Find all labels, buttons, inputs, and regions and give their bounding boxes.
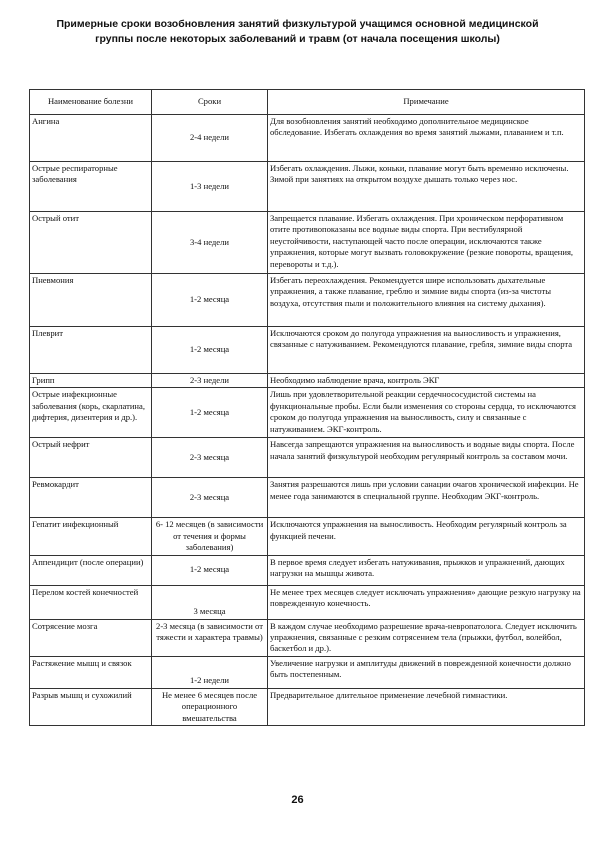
disease-cell: Острый отит: [30, 212, 152, 274]
term-cell: 2-3 месяца: [152, 438, 268, 478]
term-cell: 1-2 месяца: [152, 555, 268, 585]
term-cell: 2-4 недели: [152, 115, 268, 162]
note-cell: В каждом случае необходимо разрешение врача-невропатолога. Следует исключить упражнения, связанные с резким сотрясением тела (прыжки, футбол, волейбол, баскетбол и др.).: [268, 619, 585, 656]
disease-cell: Пневмония: [30, 274, 152, 327]
page-title-line-2: группы после некоторых заболеваний и травм (от начала посещения школы): [95, 32, 500, 45]
term-cell: 6- 12 месяцев (в зависимости от течения и формы заболевания): [152, 518, 268, 555]
term-cell: 1-2 месяца: [152, 327, 268, 374]
note-cell: Лишь при удовлетворительной реакции сердечнососудистой системы на функциональные пробы. Если были изменения со стороны сердца, то исключаются сроком до полугода упражнения на выносливость, силу и связанные с натуживанием. ЭКГ-контроль.: [268, 388, 585, 438]
term-cell: 1-2 недели: [152, 656, 268, 688]
term-cell: 2-3 месяца (в зависимости от тяжести и характера травмы): [152, 619, 268, 656]
note-cell: Исключаются упражнения на выносливость. Необходим регулярный контроль за функцией печени.: [268, 518, 585, 555]
disease-cell: Гепатит инфекционный: [30, 518, 152, 555]
disease-cell: Грипп: [30, 374, 152, 388]
disease-cell: Острые инфекционные заболевания (корь, скарлатина, дифтерия, дизентерия и др.).: [30, 388, 152, 438]
table-row: [30, 438, 585, 478]
table-row: [30, 585, 585, 619]
disease-cell: Разрыв мышц и сухожилий: [30, 688, 152, 725]
term-cell: Не менее 6 месяцев после операционного вмешательства: [152, 688, 268, 725]
disease-cell: Острый нефрит: [30, 438, 152, 478]
table-row: [30, 518, 585, 555]
disease-cell: Плеврит: [30, 327, 152, 374]
table-row: [30, 374, 585, 388]
table-row: [30, 388, 585, 438]
table-row: [30, 555, 585, 585]
table-row: [30, 619, 585, 656]
table-row: [30, 656, 585, 688]
term-cell: 3 месяца: [152, 585, 268, 619]
header-disease: Наименование болезни: [30, 90, 152, 115]
page-title-line-1: Примерные сроки возобновления занятий физкультурой учащимся основной медицинской: [56, 18, 539, 30]
note-cell: Предварительное длительное применение лечебной гимнастики.: [268, 688, 585, 725]
page-number: 26: [291, 794, 304, 806]
note-cell: Не менее трех месяцев следует исключать упражнения» дающие резкую нагрузку на поврежденную конечность.: [268, 585, 585, 619]
note-cell: Запрещается плавание. Избегать охлаждения. При хроническом перфоративном отите противопоказаны все водные виды спорта. При вестибулярной неустойчивости, наступающей часто после операции, исключаются также упражнения, которые могут вызвать головокружение (резкие повороты, вращения, перевороты и т.д.).: [268, 212, 585, 274]
term-cell: 2-3 недели: [152, 374, 268, 388]
header-term: Сроки: [152, 90, 268, 115]
table-row: [30, 688, 585, 725]
table-row: [30, 212, 585, 274]
table-row: [30, 478, 585, 518]
disease-cell: Сотрясение мозга: [30, 619, 152, 656]
table-row: [30, 327, 585, 374]
term-cell: 1-3 недели: [152, 162, 268, 212]
note-cell: Избегать переохлаждения. Рекомендуется шире использовать дыхательные упражнения, а также плавание, греблю и зимние виды спорта (из-за чистоты воздуха, отсутствия пыли и положительного влияния на систему дыхания).: [268, 274, 585, 327]
note-cell: Избегать охлаждения. Лыжи, коньки, плавание могут быть временно исключены. Зимой при занятиях на открытом воздухе дышать только через нос.: [268, 162, 585, 212]
recovery-terms-table: [29, 89, 585, 726]
header-note: Примечание: [268, 90, 585, 115]
disease-cell: Ревмокардит: [30, 478, 152, 518]
note-cell: Навсегда запрещаются упражнения на выносливость и водные виды спорта. После начала занятий физкультурой необходим регулярный контроль за составом мочи.: [268, 438, 585, 478]
note-cell: Для возобновления занятий необходимо дополнительное медицинское обследование. Избегать охлаждения во время занятий лыжами, плаванием и т.п.: [268, 115, 585, 162]
disease-cell: Острые респираторные заболевания: [30, 162, 152, 212]
table-row: [30, 115, 585, 162]
term-cell: 3-4 недели: [152, 212, 268, 274]
table-header-row: [30, 90, 585, 115]
table-row: [30, 162, 585, 212]
page-title: [40, 17, 555, 46]
note-cell: Занятия разрешаются лишь при условии санации очагов хронической инфекции. Не менее года занимаются в специальной группе. Необходим ЭКГ-контроль.: [268, 478, 585, 518]
term-cell: 1-2 месяца: [152, 274, 268, 327]
term-cell: 2-3 месяца: [152, 478, 268, 518]
term-cell: 1-2 месяца: [152, 388, 268, 438]
note-cell: Увеличение нагрузки и амплитуды движений в поврежденной конечности должно быть постепенным.: [268, 656, 585, 688]
note-cell: Необходимо наблюдение врача, контроль ЭКГ: [268, 374, 585, 388]
note-cell: В первое время следует избегать натуживания, прыжков и упражнений, дающих нагрузки на мышцы живота.: [268, 555, 585, 585]
note-cell: Исключаются сроком до полугода упражнения на выносливость и упражнения, связанные с натуживанием. Рекомендуются плавание, гребля, зимние виды спорта: [268, 327, 585, 374]
disease-cell: Растяжение мышц и связок: [30, 656, 152, 688]
table-row: [30, 274, 585, 327]
disease-cell: Аппендицит (после операции): [30, 555, 152, 585]
disease-cell: Ангина: [30, 115, 152, 162]
disease-cell: Перелом костей конечностей: [30, 585, 152, 619]
